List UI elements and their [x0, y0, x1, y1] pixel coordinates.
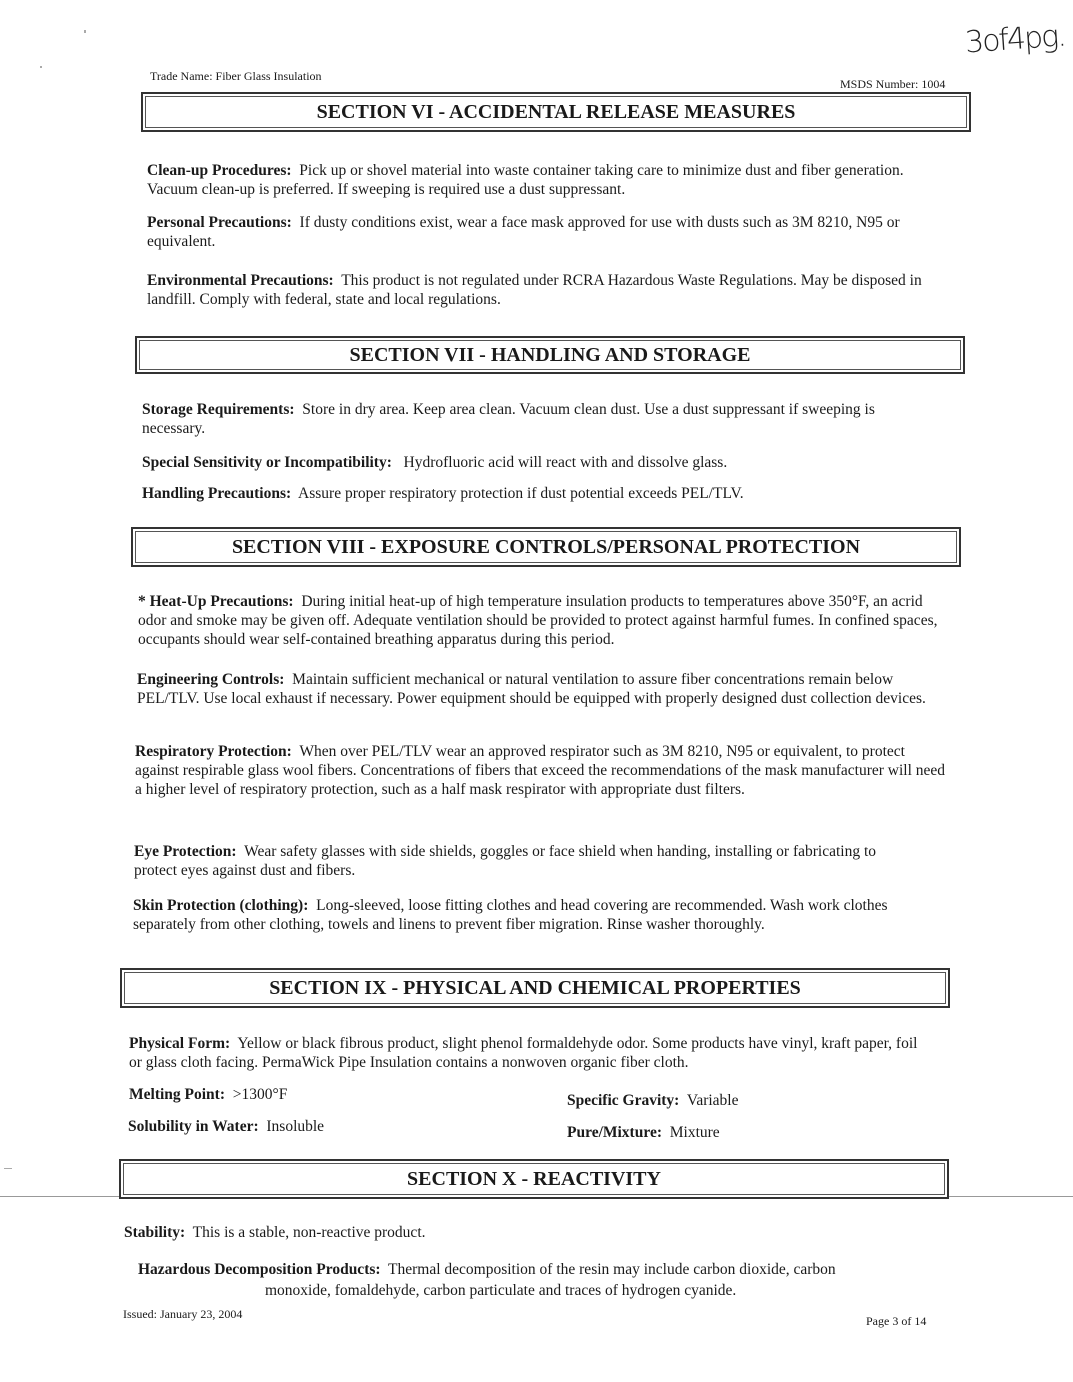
field-value: Store in dry area. Keep area clean. Vacuum clean dust. Use a dust suppressant if sweeping is necessary. [142, 401, 875, 437]
scan-mark [40, 66, 42, 68]
field-value: Mixture [669, 1124, 720, 1141]
section-title: SECTION VI - ACCIDENTAL RELEASE MEASURES [316, 101, 796, 123]
section-title: SECTION VIII - EXPOSURE CONTROLS/PERSONAL PROTECTION [231, 536, 861, 558]
field-label: Respiratory Protection: [135, 743, 292, 760]
field-storage-requirements [142, 400, 922, 438]
field-value: Long-sleeved, loose fitting clothes and head covering are recommended. Wash work clothes separately from other clothing, towels and linens to prevent fiber migration. Rinse washer thoroughly. [133, 897, 888, 933]
field-label: Physical Form: [129, 1035, 231, 1052]
field-label: Pure/Mixture: [567, 1124, 662, 1141]
field-label: Storage Requirements: [142, 401, 295, 418]
field-label: Special Sensitivity or Incompatibility: [142, 454, 392, 471]
section-title: SECTION VII - HANDLING AND STORAGE [349, 344, 751, 366]
field-value: During initial heat-up of high temperature insulation products to temperatures above 350°F, an acrid odor and smoke may be given off. Adequate ventilation should be provided to protect against harmful fumes. In confined spaces, occupants should wear self-contained breathing apparatus during this period. [138, 593, 938, 648]
field-label: Eye Protection: [134, 843, 237, 860]
field-value: Wear safety glasses with side shields, goggles or face shield when handing, installing or fabricating to protect eyes against dust and fibers. [134, 843, 877, 879]
field-label: Hazardous Decomposition Products: [138, 1261, 381, 1278]
page-number: Page 3 of 14 [866, 1314, 927, 1328]
scan-mark [4, 1168, 12, 1169]
field-pure-mixture [567, 1123, 867, 1142]
field-engineering-controls [137, 670, 947, 708]
field-environmental-precautions [147, 271, 947, 309]
field-value: When over PEL/TLV wear an approved respirator such as 3M 8210, N95 or equivalent, to protect against respirable glass wool fibers. Concentrations of fibers that exceed the recommendations of the mask manufacturer will need a higher level of respiratory protection, such as a half mask respirator with appropriate dust filters. [135, 743, 946, 798]
section-header-vi [141, 92, 971, 132]
section-header-viii [131, 527, 961, 567]
field-value: monoxide, fomaldehyde, carbon particulate and traces of hydrogen cyanide. [265, 1282, 737, 1299]
field-personal-precautions [147, 213, 947, 251]
field-label: Specific Gravity: [567, 1092, 680, 1109]
section-header-vii [135, 336, 965, 374]
msds-number: MSDS Number: 1004 [840, 77, 946, 91]
field-value: This is a stable, non-reactive product. [192, 1224, 426, 1241]
handwritten-note: 3of4pg. [963, 18, 1066, 61]
field-cleanup-procedures [147, 161, 937, 199]
field-skin-protection [133, 896, 943, 934]
trade-name: Trade Name: Fiber Glass Insulation [150, 69, 322, 83]
section-title: SECTION X - REACTIVITY [407, 1168, 661, 1190]
field-label: * Heat-Up Precautions: [138, 593, 294, 610]
scan-mark [84, 30, 86, 33]
field-heat-up-precautions [138, 592, 938, 649]
field-label: Handling Precautions: [142, 485, 292, 502]
field-label: Environmental Precautions: [147, 272, 334, 289]
field-respiratory-protection [135, 742, 950, 799]
section-title: SECTION IX - PHYSICAL AND CHEMICAL PROPERTIES [269, 977, 801, 999]
field-specific-gravity [567, 1091, 867, 1110]
section-header-ix [120, 968, 950, 1008]
field-value: Hydrofluoric acid will react with and dissolve glass. [403, 454, 728, 471]
field-label: Stability: [124, 1224, 186, 1241]
field-melting-point [129, 1085, 529, 1104]
issued-date: Issued: January 23, 2004 [123, 1307, 243, 1321]
field-hazardous-decomposition [138, 1260, 958, 1279]
field-physical-form [129, 1034, 929, 1072]
field-handling-precautions [142, 484, 942, 503]
field-hazardous-decomposition-cont [265, 1281, 965, 1300]
field-value: Thermal decomposition of the resin may include carbon dioxide, carbon [388, 1261, 836, 1278]
field-value: If dusty conditions exist, wear a face mask approved for use with dusts such as 3M 8210, N95 or equivalent. [147, 214, 900, 250]
section-header-x [119, 1159, 949, 1199]
field-value: Maintain sufficient mechanical or natural ventilation to assure fiber concentrations remain below PEL/TLV. Use local exhaust if necessary. Power equipment should be equipped with properly designed dust collection devices. [137, 671, 926, 707]
field-label: Personal Precautions: [147, 214, 292, 231]
field-label: Engineering Controls: [137, 671, 285, 688]
field-label: Skin Protection (clothing): [133, 897, 309, 914]
field-value: Yellow or black fibrous product, slight phenol formaldehyde odor. Some products have vinyl, kraft paper, foil or glass cloth facing. PermaWick Pipe Insulation contains a nonwoven organic fiber cloth. [129, 1035, 918, 1071]
field-value: This product is not regulated under RCRA Hazardous Waste Regulations. May be disposed in landfill. Comply with federal, state and local regulations. [147, 272, 922, 308]
field-stability [124, 1223, 724, 1242]
field-value: Pick up or shovel material into waste container taking care to minimize dust and fiber generation. Vacuum clean-up is preferred. If sweeping is required use a dust suppressant. [147, 162, 904, 198]
field-value: Assure proper respiratory protection if dust potential exceeds PEL/TLV. [298, 485, 744, 502]
field-value: Variable [686, 1092, 739, 1109]
field-solubility-in-water [128, 1117, 528, 1136]
field-label: Solubility in Water: [128, 1118, 259, 1135]
field-label: Melting Point: [129, 1086, 225, 1103]
field-value: Insoluble [266, 1118, 325, 1135]
field-label: Clean-up Procedures: [147, 162, 292, 179]
field-value: >1300°F [232, 1086, 288, 1103]
field-special-sensitivity [142, 453, 942, 472]
field-eye-protection [134, 842, 904, 880]
